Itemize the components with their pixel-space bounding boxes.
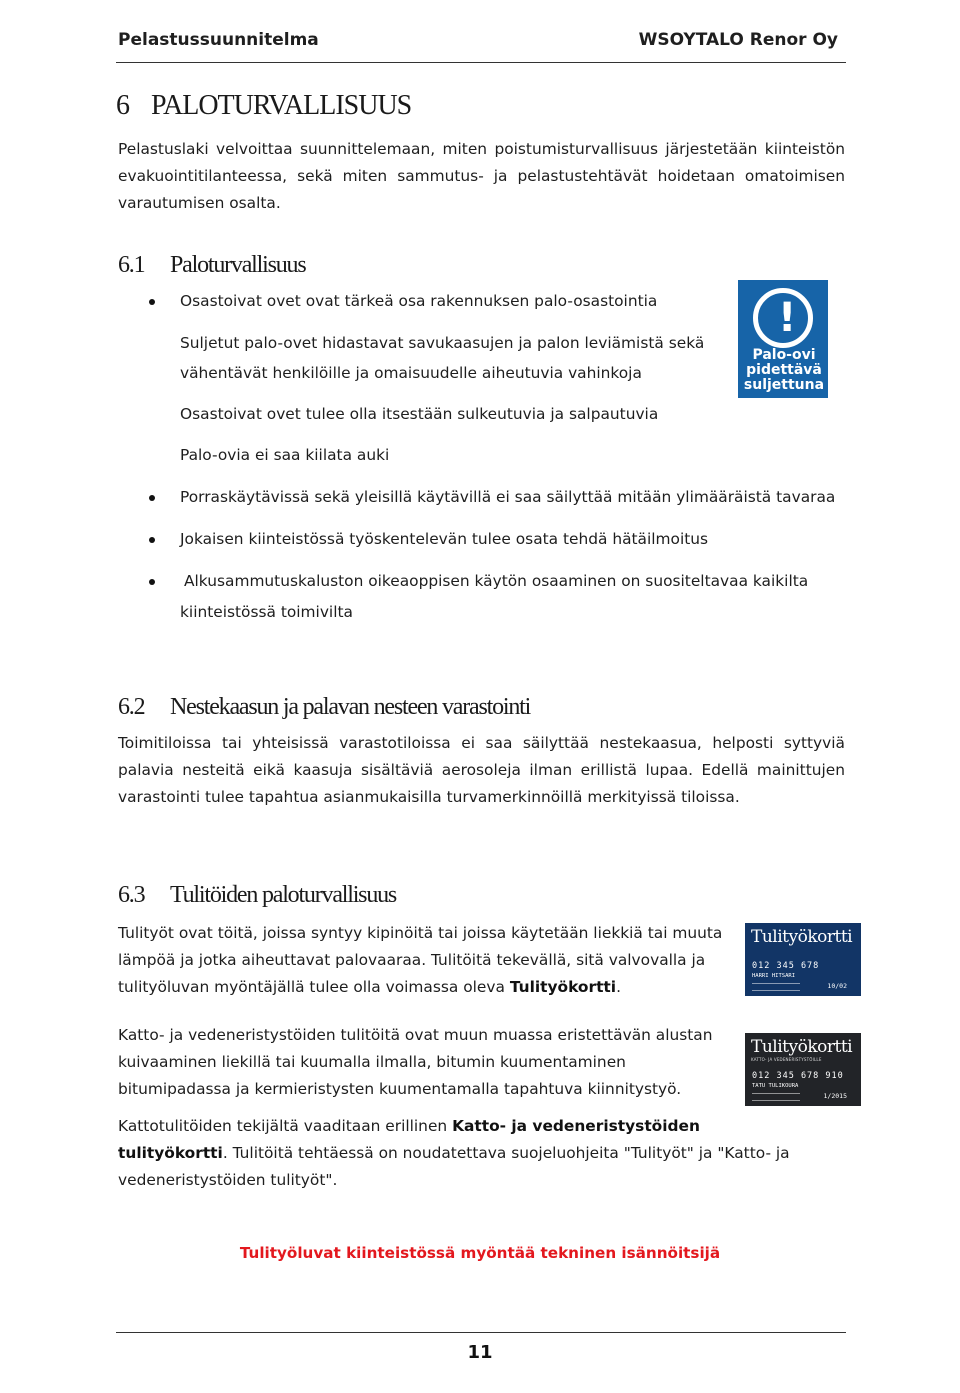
exclamation-mark: ! xyxy=(778,295,797,341)
section-6-2-paragraph: Toimitiloissa tai yhteisissä varastotiloissa ei saa säilyttää nestekaasua, helposti syttyviä palavia nesteitä eikä kaasuja sisältäviä aerosoleja ilman erillistä lupaa. Edellä mainittujen varastointi tulee tapahtua asianmukaisilla turvamerkinnöillä merkityissä tiloissa. xyxy=(118,734,845,806)
bold-term: Tulityökortti xyxy=(509,978,617,996)
section-6-number: 6 xyxy=(116,90,129,121)
header-company-name: WSOYTALO Renor Oy xyxy=(638,30,838,50)
fire-door-sign-image xyxy=(738,280,828,398)
list-item: Osastoivat ovet ovat tärkeä osa rakennuksen palo-osastointia xyxy=(180,292,658,310)
section-6-1-heading xyxy=(118,252,305,279)
list-item: Jokaisen kiinteistössä työskentelevän tulee osata tehdä hätäilmoitus xyxy=(180,530,709,548)
sub-list-item-continued: vähentävät henkilöille ja omaisuudelle aiheutuvia vahinkoja xyxy=(180,364,642,382)
sub-list-item: Suljetut palo-ovet hidastavat savukaasujen ja palon leviämistä sekä xyxy=(180,334,705,352)
section-6-3-number: 6.3 xyxy=(118,882,145,908)
card-title: Tulityökortti xyxy=(751,927,853,947)
list-item: Porraskäytävissä sekä yleisillä käytävillä ei saa säilyttää mitään ylimääräistä tavaraa xyxy=(180,488,836,506)
section-6-3-title: Tulitöiden paloturvallisuus xyxy=(170,882,397,908)
card-subtitle: KATTO- JA VEDENERISTYSTÖILLE xyxy=(751,1057,822,1062)
sign-text xyxy=(742,348,826,393)
bullet-marker xyxy=(149,579,155,585)
paragraph-line: Tulityöt ovat töitä, joissa syntyy kipinöitä tai joissa käytetään liekkiä tai muuta xyxy=(118,924,723,942)
bullet-marker xyxy=(149,495,155,501)
exclamation-icon xyxy=(753,288,813,348)
paragraph-line: lämpöä ja jotka aiheuttavat palovaaraa. Tulitöitä tekevällä, sitä valvovalla ja xyxy=(118,951,706,969)
bold-term: tulityökortti xyxy=(118,1144,223,1162)
section-6-title: PALOTURVALLISUUS xyxy=(151,90,412,121)
section-6-heading xyxy=(116,90,411,122)
bold-term: Katto- ja vedeneristystöiden xyxy=(452,1117,700,1135)
sub-list-item: Palo-ovia ei saa kiilata auki xyxy=(180,446,390,464)
section-6-intro: Pelastuslaki velvoittaa suunnittelemaan, miten poistumisturvallisuus järjestetään kiinteistön evakuointitilanteessa, sekä miten sammutus- ja pelastustehtävät hoidetaan omatoimisen varautumisen osalta. xyxy=(118,140,845,212)
paragraph-line: kuivaaminen liekillä tai kuumalla ilmalla, bitumin kuumentaminen xyxy=(118,1053,626,1071)
paragraph-line xyxy=(118,1140,790,1167)
page-number: 11 xyxy=(467,1342,493,1363)
card-holder-name: TATU TULIKOURA xyxy=(752,1083,799,1089)
paragraph-line: vedeneristystöiden tulityöt". xyxy=(118,1171,338,1189)
section-6-2-number: 6.2 xyxy=(118,694,145,720)
sign-text-line: pidettävä xyxy=(746,362,822,378)
hot-work-card-image xyxy=(745,923,861,996)
paragraph-line xyxy=(118,1113,700,1140)
card-holder-name: HARRI HITSARI xyxy=(752,973,796,979)
card-decoration xyxy=(752,1093,800,1101)
paragraph-text: . xyxy=(616,978,621,996)
section-6-1-title: Paloturvallisuus xyxy=(170,252,306,278)
bullet-marker xyxy=(149,537,155,543)
paragraph-line: Katto- ja vedeneristystöiden tulitöitä ovat muun muassa eristettävän alustan xyxy=(118,1026,713,1044)
list-item: Alkusammutuskaluston oikeaoppisen käytön osaaminen on suositeltavaa kaikilta xyxy=(184,572,809,590)
sign-text-line: suljettuna xyxy=(743,377,825,393)
paragraph-text: . Tulitöitä tehtäessä on noudatettava suojeluohjeita "Tulityöt" ja "Katto- ja xyxy=(222,1144,790,1162)
bullet-marker xyxy=(149,299,155,305)
roofing-hot-work-card-image xyxy=(745,1033,861,1106)
footer-divider xyxy=(116,1332,846,1333)
card-decoration xyxy=(752,983,800,991)
paragraph-text: tulityöluvan myöntäjällä tulee olla voimassa oleva xyxy=(118,978,510,996)
card-title: Tulityökortti xyxy=(751,1037,853,1057)
section-6-2-heading xyxy=(118,694,530,721)
section-6-2-title: Nestekaasun ja palavan nesteen varastointi xyxy=(170,694,531,720)
card-number: 012 345 678 xyxy=(752,961,820,971)
card-date: 1/2015 xyxy=(823,1092,847,1100)
paragraph-line: bitumipadassa ja kermieristysten kuumentamalla tapahtuva kiinnitystyö. xyxy=(118,1080,682,1098)
header-document-title: Pelastussuunnitelma xyxy=(118,30,319,50)
card-number: 012 345 678 910 xyxy=(752,1071,844,1081)
paragraph-line xyxy=(118,974,621,1001)
paragraph-text: Kattotulitöiden tekijältä vaaditaan erillinen xyxy=(118,1117,453,1135)
list-item-continued: kiinteistössä toimivilta xyxy=(180,603,353,621)
section-6-1-number: 6.1 xyxy=(118,252,145,278)
sign-text-line: Palo-ovi xyxy=(752,347,816,363)
card-date: 10/02 xyxy=(827,982,847,990)
section-6-3-heading xyxy=(118,882,396,909)
header-divider xyxy=(116,62,846,63)
sub-list-item: Osastoivat ovet tulee olla itsestään sulkeutuvia ja salpautuvia xyxy=(180,405,659,423)
permit-note: Tulityöluvat kiinteistössä myöntää tekninen isännöitsijä xyxy=(239,1244,721,1262)
